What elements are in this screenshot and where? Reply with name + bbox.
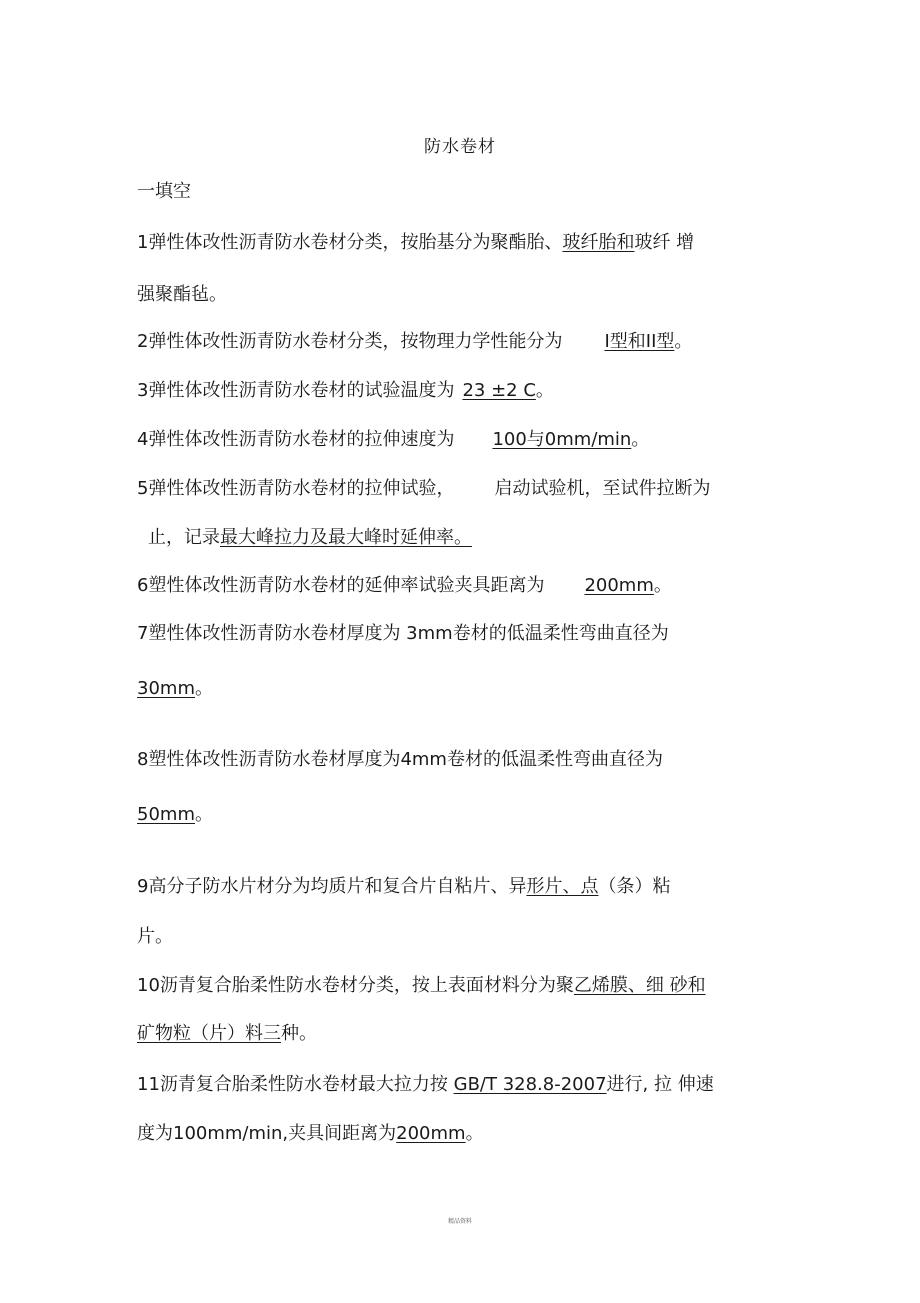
q1-text-cont: 玻纤 增	[634, 232, 695, 253]
q8-answer: 50mm	[137, 804, 195, 825]
q3-end: 。	[535, 380, 554, 401]
q11-text-3: 度为100mm/min,夹具间距离为	[137, 1123, 397, 1144]
q11-end: 。	[465, 1123, 484, 1144]
section-heading: 一填空	[137, 181, 191, 202]
q4-answer: 100与0mm/min	[492, 429, 632, 450]
question-10-line-1	[137, 974, 706, 998]
question-8-line-1: 8塑性体改性沥青防水卷材厚度为4mm卷材的低温柔性弯曲直径为	[137, 749, 663, 770]
q6-answer: 200mm	[584, 575, 654, 596]
q10-answer-part-2: 矿物粒（片）料三	[137, 1023, 281, 1044]
document-title: 防水卷材	[424, 137, 496, 157]
q9-answer: 形片、点	[526, 876, 599, 897]
question-4	[137, 428, 649, 452]
q3-text: 3弹性体改性沥青防水卷材的试验温度为	[137, 380, 455, 401]
question-1-line-2: 强聚酯毡。	[137, 284, 227, 305]
q5-answer: 最大峰拉力及最大峰时延伸率。	[220, 527, 472, 548]
q5-text: 5弹性体改性沥青防水卷材的拉伸试验，	[137, 478, 455, 499]
q4-text: 4弹性体改性沥青防水卷材的拉伸速度为	[137, 429, 455, 450]
q11-answer-distance: 200mm	[396, 1123, 466, 1144]
question-10-line-2	[137, 1022, 317, 1046]
q4-end: 。	[631, 429, 650, 450]
q10-answer-part-1: 乙烯膜、细 砂和	[573, 975, 706, 996]
q11-text-cont: 进行, 拉 伸速	[606, 1074, 714, 1095]
q11-answer-standard: GB/T 328.8-2007	[453, 1074, 607, 1095]
q2-end: 。	[674, 331, 693, 352]
q7-answer: 30mm	[137, 678, 195, 699]
question-7-line-1: 7塑性体改性沥青防水卷材厚度为 3mm卷材的低温柔性弯曲直径为	[137, 623, 669, 644]
q10-end: 种。	[281, 1023, 317, 1044]
q5-text-cont: 启动试验机，至试件拉断为	[494, 478, 711, 499]
question-8-line-2	[137, 803, 213, 827]
question-9-line-2: 片。	[137, 926, 173, 947]
question-11-line-1	[137, 1073, 714, 1097]
question-5-line-2	[148, 526, 472, 550]
page-footer: 精品资料	[447, 1218, 472, 1225]
q2-text: 2弹性体改性沥青防水卷材分类，按物理力学性能分为	[137, 331, 563, 352]
q8-end: 。	[194, 804, 213, 825]
q5-text-3: 止，记录	[148, 527, 220, 548]
question-11-line-2	[137, 1122, 484, 1146]
question-7-line-2	[137, 677, 213, 701]
q11-text: 11沥青复合胎柔性防水卷材最大拉力按	[137, 1074, 454, 1095]
q3-answer: 23 ±2 C	[462, 380, 536, 401]
question-2	[137, 330, 692, 354]
q2-answer: I型和II型	[604, 331, 675, 352]
q10-text: 10沥青复合胎柔性防水卷材分类，按上表面材料分为聚	[137, 975, 574, 996]
q7-end: 。	[194, 678, 213, 699]
q1-answer: 玻纤胎和	[562, 232, 635, 253]
q6-text: 6塑性体改性沥青防水卷材的延伸率试验夹具距离为	[137, 575, 545, 596]
question-3	[137, 379, 554, 403]
q9-text-cont: （条）粘	[598, 876, 671, 897]
q1-text: 1弹性体改性沥青防水卷材分类，按胎基分为聚酯胎、	[137, 232, 563, 253]
question-6	[137, 574, 672, 598]
question-1-line-1	[137, 231, 694, 255]
q6-end: 。	[653, 575, 672, 596]
question-9-line-1	[137, 875, 670, 899]
q9-text: 9高分子防水片材分为均质片和复合片自粘片、异	[137, 876, 527, 897]
question-5-line-1	[137, 477, 710, 501]
